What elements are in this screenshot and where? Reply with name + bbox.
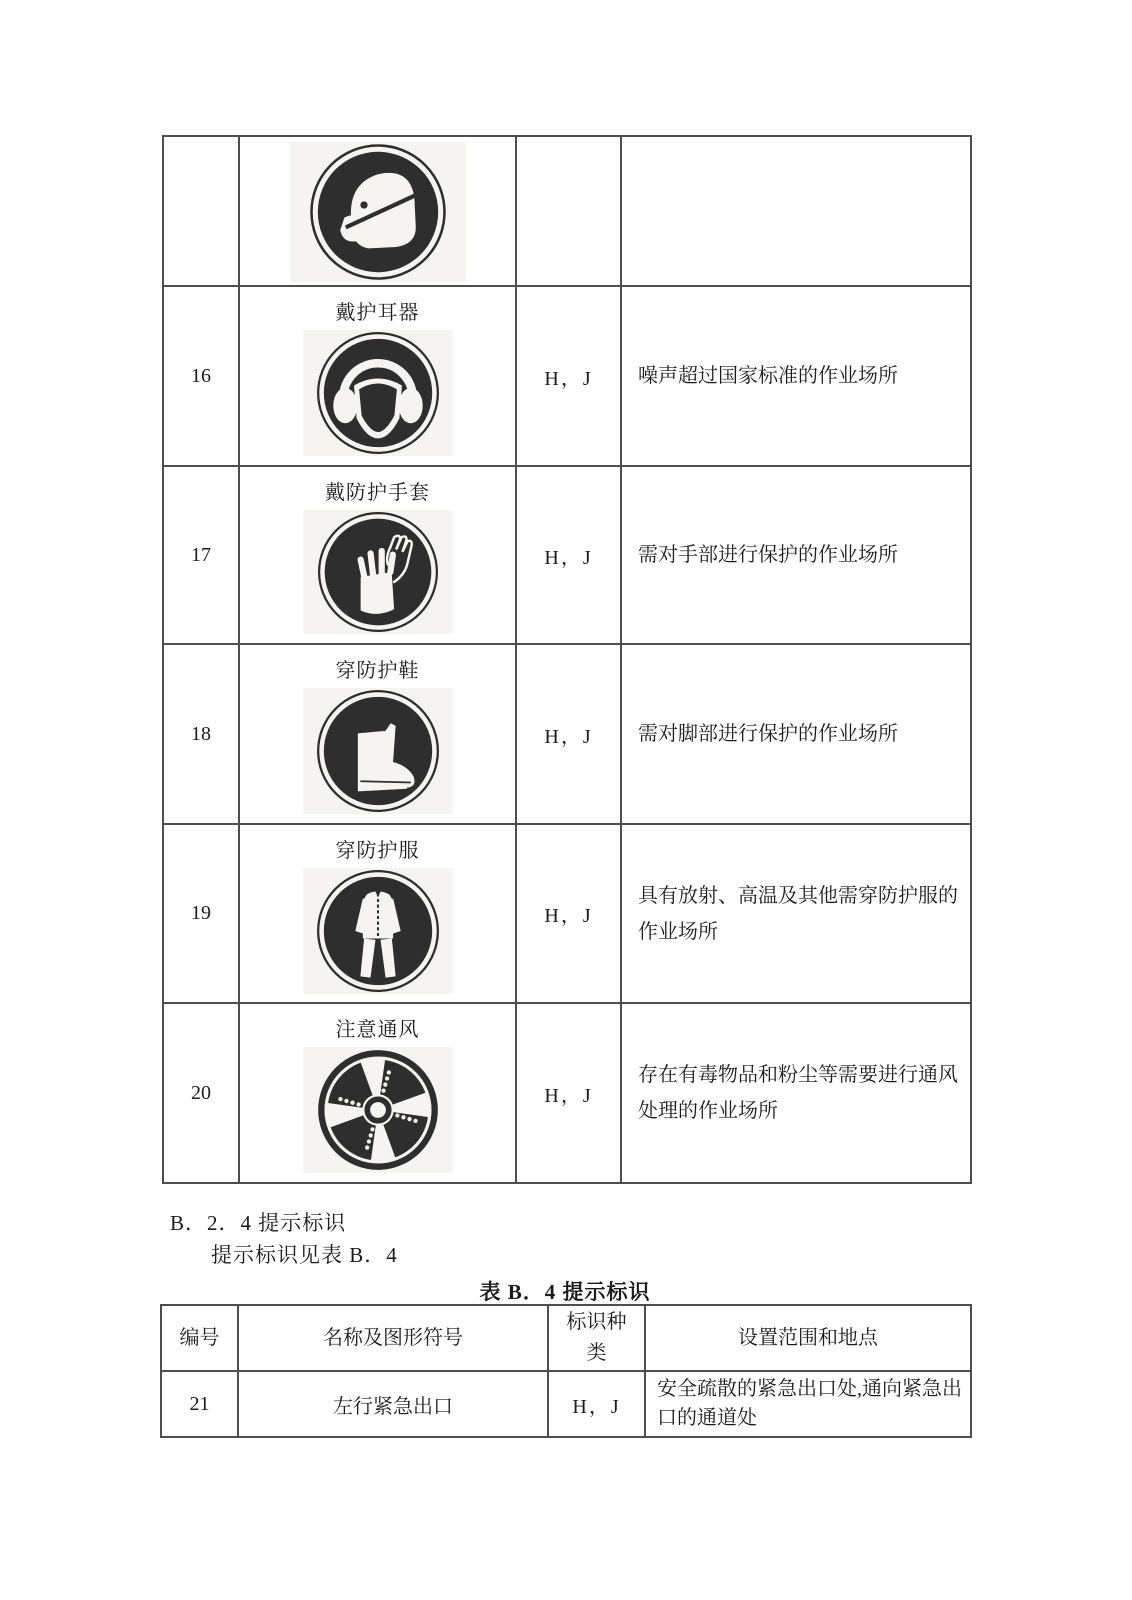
row-number-cell: 17 [163,466,239,644]
sign-cell [239,466,516,644]
sign-cell [239,136,516,286]
category-cell: H，J [516,286,621,466]
table-row-17 [163,466,971,644]
mandatory-signs-table [162,135,972,1184]
location-cell: 需对手部进行保护的作业场所 [621,466,971,644]
table-row-partial [163,136,971,286]
table-b4-title: 表 B．4 提示标识 [479,1280,651,1304]
category-cell: H，J [548,1371,645,1437]
ventilation-fan-sign-icon [303,1047,453,1173]
sign-name-label: 穿防护服 [335,840,420,862]
header-location: 设置范围和地点 [645,1305,971,1371]
row-number-cell: 16 [163,286,239,466]
sign-name-label: 戴防护手套 [325,482,430,504]
header-category-text: 标识种类 [566,1311,627,1364]
table-row-21 [161,1371,971,1437]
row-number-cell: 20 [163,1003,239,1183]
ear-protection-sign-icon [303,330,453,456]
table-row-19 [163,824,971,1003]
row-number-cell: 18 [163,644,239,824]
table-row-20 [163,1003,971,1183]
protective-clothing-sign-icon [303,868,453,994]
row-number-cell: 19 [163,824,239,1003]
header-number: 编号 [161,1305,238,1371]
location-cell: 存在有毒物品和粉尘等需要进行通风处理的作业场所 [621,1003,971,1183]
category-cell: H，J [516,644,621,824]
face-shield-sign-icon [290,142,466,282]
sign-cell [239,286,516,466]
section-note: 提示标识见表 B．4 [211,1243,398,1267]
row-number-cell: 21 [161,1371,238,1437]
table-b4-header-row [161,1305,971,1371]
category-cell: H，J [516,1003,621,1183]
sign-cell [239,644,516,824]
location-cell: 具有放射、高温及其他需穿防护服的作业场所 [621,824,971,1003]
table-row-18 [163,644,971,824]
sign-cell [239,1003,516,1183]
category-cell [516,136,621,286]
row-number-cell [163,136,239,286]
location-cell [621,136,971,286]
header-name-symbol: 名称及图形符号 [238,1305,548,1371]
protective-boots-sign-icon [303,688,453,814]
sign-name-label: 穿防护鞋 [335,660,420,682]
header-category [548,1305,645,1371]
sign-name-label: 注意通风 [335,1019,420,1041]
section-heading: B．2．4 提示标识 [170,1211,347,1235]
location-cell: 噪声超过国家标准的作业场所 [621,286,971,466]
location-cell: 安全疏散的紧急出口处,通向紧急出口的通道处 [645,1371,971,1437]
table-row-16 [163,286,971,466]
sign-name-cell: 左行紧急出口 [238,1371,548,1437]
category-cell: H，J [516,466,621,644]
table-b4 [160,1304,972,1438]
location-cell: 需对脚部进行保护的作业场所 [621,644,971,824]
protective-gloves-sign-icon [303,510,453,634]
category-cell: H，J [516,824,621,1003]
sign-name-label: 戴护耳器 [335,302,420,324]
sign-cell [239,824,516,1003]
